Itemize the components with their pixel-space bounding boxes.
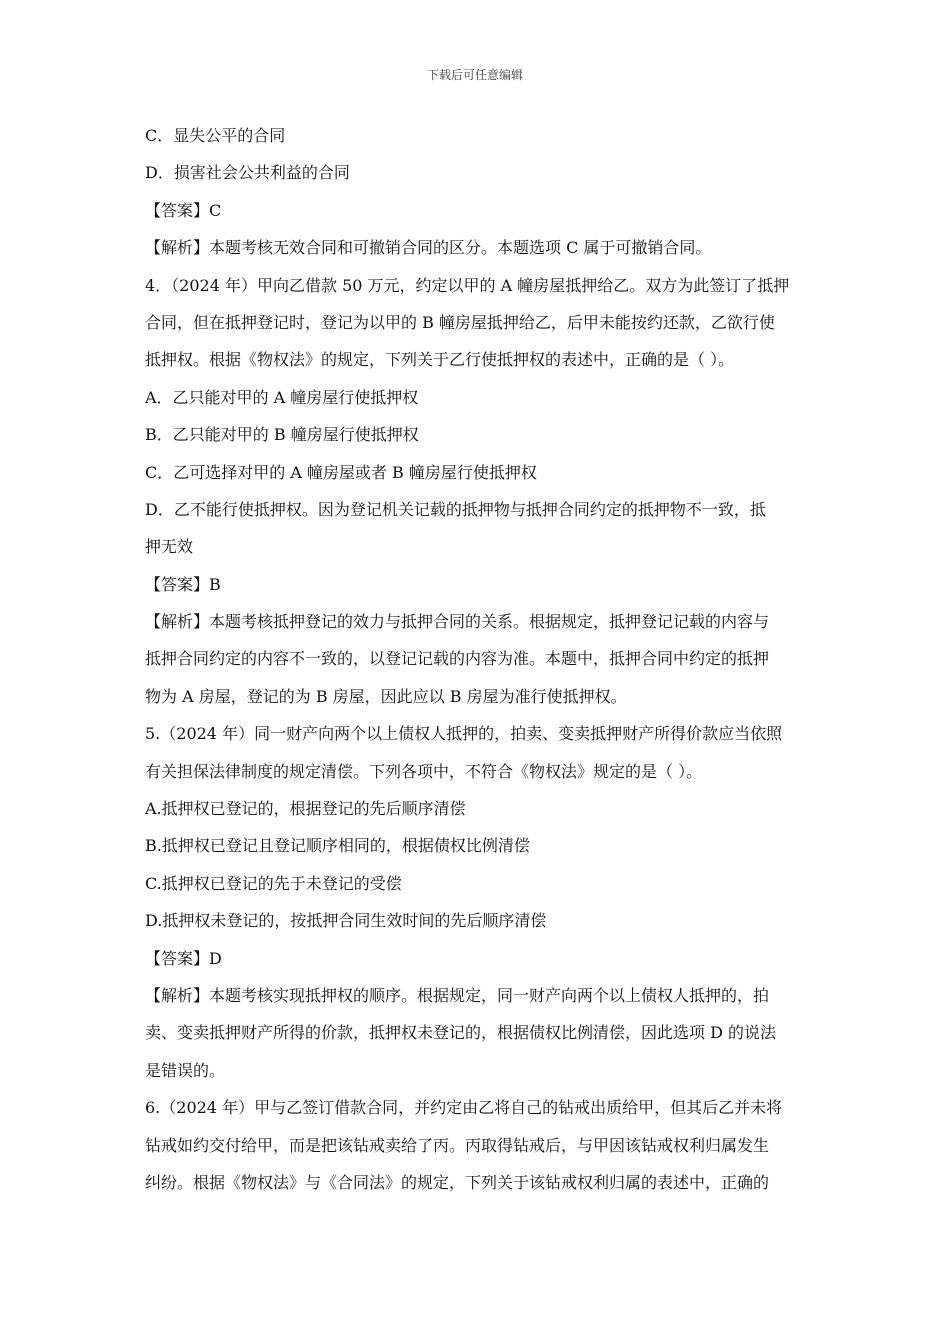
option-d: D．损害社会公共利益的合同	[145, 163, 350, 183]
explanation: 卖、变卖抵押财产所得的价款，抵押权未登记的，根据债权比例清偿，因此选项 D 的说法	[145, 1023, 777, 1043]
question-6-text: 6.（2024 年）甲与乙签订借款合同，并约定由乙将自己的钻戒出质给甲，但其后乙并未将	[145, 1098, 783, 1118]
option-c: C．乙可选择对甲的 A 幢房屋或者 B 幢房屋行使抵押权	[145, 462, 537, 482]
answer: 【答案】D	[145, 948, 222, 968]
answer: 【答案】B	[145, 574, 221, 594]
option-b: B．乙只能对甲的 B 幢房屋行使抵押权	[145, 425, 419, 445]
question-6-text: 钻戒如约交付给甲，而是把该钻戒卖给了丙。丙取得钻戒后，与甲因该钻戒权利归属发生	[145, 1135, 770, 1155]
explanation: 抵押合同约定的内容不一致的，以登记记载的内容为准。本题中，抵押合同中约定的抵押	[145, 649, 770, 669]
question-4-text: 合同，但在抵押登记时，登记为以甲的 B 幢房屋抵押给乙，后甲未能按约还款，乙欲行使	[145, 312, 775, 332]
page-header: 下载后可任意编辑	[426, 68, 523, 82]
question-5-text: 有关担保法律制度的规定清偿。下列各项中，不符合《物权法》规定的是（ ）。	[145, 761, 703, 781]
option-d: D．乙不能行使抵押权。因为登记机关记载的抵押物与抵押合同约定的抵押物不一致，抵	[145, 499, 766, 519]
answer: 【答案】C	[145, 200, 222, 220]
explanation: 是错误的。	[145, 1060, 226, 1080]
explanation: 【解析】本题考核实现抵押权的顺序。根据规定，同一财产向两个以上债权人抵押的，拍	[145, 985, 770, 1005]
question-5-text: 5.（2024 年）同一财产向两个以上债权人抵押的，拍卖、变卖抵押财产所得价款应当依照	[145, 724, 783, 744]
explanation: 【解析】本题考核无效合同和可撤销合同的区分。本题选项 C 属于可撤销合同。	[145, 238, 712, 258]
option-a: A．乙只能对甲的 A 幢房屋行使抵押权	[145, 387, 419, 407]
question-4-text: 4．（2024 年）甲向乙借款 50 万元，约定以甲的 A 幢房屋抵押给乙。双方为此签订了抵押	[145, 275, 790, 295]
option-c: C．显失公平的合同	[145, 126, 286, 145]
question-4-text: 抵押权。根据《物权法》的规定，下列关于乙行使抵押权的表述中，正确的是（ ）。	[145, 350, 735, 370]
option-a: A.抵押权已登记的，根据登记的先后顺序清偿	[145, 799, 466, 819]
option-d: D.抵押权未登记的，按抵押合同生效时间的先后顺序清偿	[145, 911, 547, 931]
question-6-text: 纠纷。根据《物权法》与《合同法》的规定，下列关于该钻戒权利归属的表述中，正确的	[145, 1172, 770, 1192]
explanation: 物为 A 房屋，登记的为 B 房屋，因此应以 B 房屋为准行使抵押权。	[145, 686, 627, 706]
option-c: C.抵押权已登记的先于未登记的受偿	[145, 873, 402, 893]
option-d: 押无效	[145, 537, 194, 557]
document-body	[145, 117, 805, 1201]
explanation: 【解析】本题考核抵押登记的效力与抵押合同的关系。根据规定，抵押登记记载的内容与	[145, 612, 770, 632]
option-b: B.抵押权已登记且登记顺序相同的，根据债权比例清偿	[145, 836, 530, 856]
